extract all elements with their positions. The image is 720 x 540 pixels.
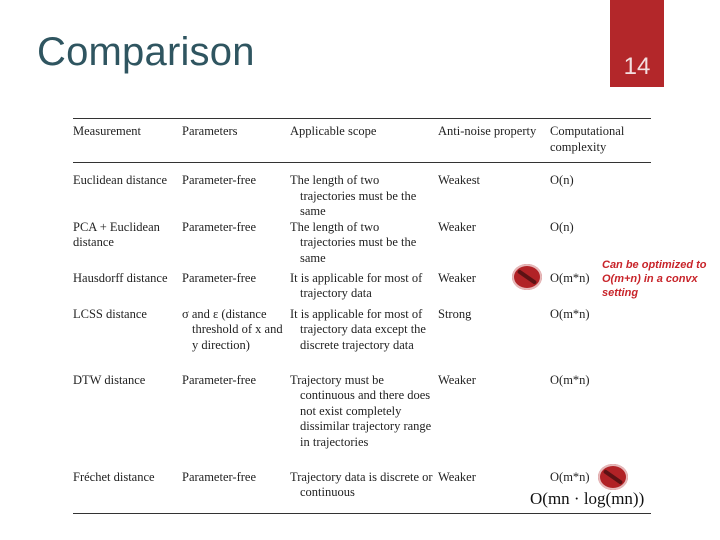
page-number-tab [610,0,664,87]
cell-scope: Trajectory must be continuous and there does not exist completely dissimilar trajectory range in trajectories [290,372,432,449]
no-entry-icon [598,464,628,490]
table-row [73,220,651,271]
cell-parameters: Parameter-free [182,173,256,187]
complexity-formula: O(mn · log(mn)) [530,489,645,508]
cell-scope: The length of two trajectories must be the same [290,173,417,218]
cell-scope: Trajectory data is discrete or continuous [290,469,433,499]
optimization-note: Can be optimized to O(m+n) in a convx setting [602,259,707,299]
table-row [73,163,651,220]
comparison-table [73,118,651,514]
header-measurement: Measurement [73,124,142,138]
cell-complexity: O(m*n) [550,270,590,285]
cell-anti-noise: Weaker [438,270,476,285]
cell-measurement: Euclidean distance [73,173,168,187]
cell-measurement: PCA + Euclidean distance [73,219,160,249]
cell-measurement: LCSS distance [73,306,147,321]
cell-anti-noise: Weakest [438,173,481,187]
cell-anti-noise: Weaker [438,469,476,484]
slide-title: Comparison [37,30,255,74]
page-number: 14 [623,53,651,80]
cell-scope: It is applicable for most of trajectory data except the discrete trajectory data [290,306,426,352]
header-complexity: Computational complexity [550,124,625,154]
cell-parameters: Parameter-free [182,219,256,234]
table-row [73,373,651,470]
cell-parameters: σ and ε (distance threshold of x and y direction) [182,306,283,352]
cell-complexity: O(m*n) [550,372,590,387]
cell-complexity: O(n) [550,219,574,234]
table-row [73,271,651,307]
cell-scope: The length of two trajectories must be the same [290,219,417,265]
cell-scope: It is applicable for most of trajectory data [290,270,423,300]
cell-complexity: O(m*n) [550,306,590,321]
cell-measurement: Hausdorff distance [73,270,168,285]
cell-anti-noise: Weaker [438,372,476,387]
no-entry-icon [512,264,542,290]
table-header-row [73,119,651,163]
table-row [73,307,651,373]
cell-measurement: Fréchet distance [73,469,155,484]
cell-measurement: DTW distance [73,372,146,387]
cell-anti-noise: Weaker [438,219,476,234]
header-anti-noise: Anti-noise property [438,124,537,138]
cell-anti-noise: Strong [438,306,472,321]
cell-complexity: O(n) [550,173,574,187]
cell-parameters: Parameter-free [182,372,256,387]
cell-complexity: O(m*n) [550,469,590,484]
cell-parameters: Parameter-free [182,469,256,484]
header-applicable-scope: Applicable scope [290,124,377,138]
cell-parameters: Parameter-free [182,270,256,285]
header-parameters: Parameters [182,124,238,138]
